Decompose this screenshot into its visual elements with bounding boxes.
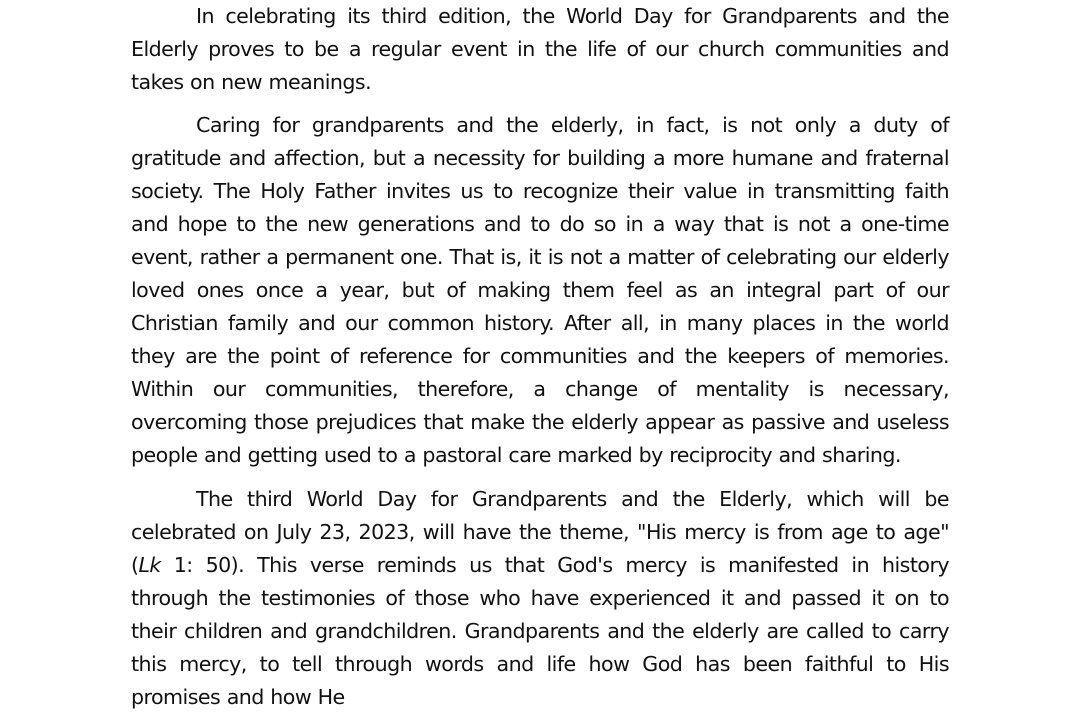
paragraph-3-italic-reference: Lk (138, 552, 161, 577)
paragraph-3-text-before: The third World Day for Grandparents and the Elderly, which will be celebrated on July 23, 2023, will have the theme, "His mercy is from age to age" ( (131, 486, 949, 577)
paragraph-2: Caring for grandparents and the elderly, in fact, is not only a duty of gratitude and affection, but a necessity for building a more humane and fraternal society. The Holy Father invites us to recognize their value in transmitting faith and hope to the new generations and to do so in a way that is not a one-time event, rather a permanent one. That is, it is not a matter of celebrating our elderly loved ones once a year, but of making them feel as an integral part of our Christian family and our common history. After all, in many places in the world they are the point of reference for communities and the keepers of memories. Within our communities, therefore, a change of mentality is necessary, overcoming those prejudices that make the elderly appear as passive and useless people and getting used to a pastoral care marked by reciprocity and sharing. (131, 113, 949, 467)
paragraph-3-text-after: 1: 50). This verse reminds us that God's mercy is manifested in history through the testimonies of those who have experienced it and passed it on to their children and grandchildren. Grandparents and the elderly are called to carry this mercy, to tell through words and life how God has been faithful to His promises and how He (131, 552, 949, 709)
paragraph-3 (131, 483, 949, 714)
paragraph-1: In celebrating its third edition, the World Day for Grandparents and the Elderly proves to be a regular event in the life of our church communities and takes on new meanings. (131, 3, 949, 94)
document-page (131, 0, 949, 709)
